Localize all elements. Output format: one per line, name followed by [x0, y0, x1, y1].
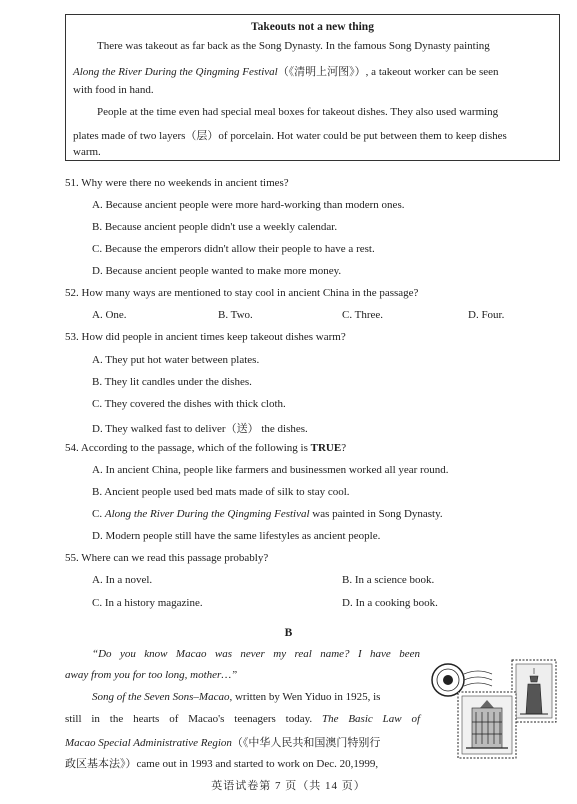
- painting-title: Along the River During the Qingming Festival: [73, 66, 278, 78]
- quote-text: away from you for too long, mother…”: [65, 669, 238, 681]
- option[interactable]: B. Ancient people used bed mats made of silk to stay cool.: [92, 486, 350, 498]
- question-stem: 55. Where can we read this passage probably?: [65, 552, 269, 564]
- option[interactable]: A. In ancient China, people like farmers and businessmen worked all year round.: [92, 464, 449, 476]
- passage-line: [65, 734, 420, 750]
- option[interactable]: B. They lit candles under the dishes.: [92, 376, 252, 388]
- passage-line: with food in hand.: [73, 84, 154, 96]
- passage-line: [73, 63, 499, 79]
- passage-text: （《中华人民共和国澳门特别行: [231, 737, 381, 749]
- option[interactable]: C. Three.: [342, 309, 384, 321]
- quote-line: [92, 648, 420, 660]
- passage-line: People at the time even had special meal boxes for takeout dishes. They also used warming: [97, 106, 499, 118]
- option[interactable]: B. In a science book.: [342, 574, 435, 586]
- page-footer: 英语试卷第 7 页（共 14 页）: [211, 780, 366, 792]
- option[interactable]: C. They covered the dishes with thick cloth.: [92, 398, 286, 410]
- song-title: Song of the Seven Sons–Macao: [92, 691, 230, 703]
- passage-line: [65, 713, 420, 725]
- option[interactable]: B. Because ancient people didn't use a weekly calendar.: [92, 221, 338, 233]
- option[interactable]: D. Because ancient people wanted to make more money.: [92, 265, 342, 277]
- option[interactable]: D. Four.: [468, 309, 505, 321]
- quote-line: [65, 669, 420, 681]
- passage-line: plates made of two layers（层）of porcelain. Hot water could be put between them to keep dishes: [73, 130, 507, 142]
- tower-stamp-icon: [512, 660, 556, 722]
- passage-text: still in the hearts of Macao's teenagers today.: [65, 713, 322, 725]
- question-stem: [65, 442, 346, 454]
- quote-text: “Do you know Macao was never my real name? I have been: [92, 648, 420, 660]
- passage-line: [92, 691, 420, 703]
- option[interactable]: D. In a cooking book.: [342, 597, 438, 609]
- option-text: was painted in Song Dynasty.: [309, 508, 443, 520]
- option[interactable]: A. They put hot water between plates.: [92, 354, 260, 366]
- law-title: Macao Special Administrative Region: [65, 737, 232, 749]
- passage-text: , written by Wen Yiduo in 1925, is: [229, 691, 381, 703]
- passage-line: warm.: [73, 146, 101, 158]
- passage-text: （《清明上河图》）, a takeout worker can be seen: [277, 66, 499, 78]
- passage-line: There was takeout as far back as the Song Dynasty. In the famous Song Dynasty painting: [97, 40, 490, 52]
- option[interactable]: D. They walked fast to deliver（送） the dishes.: [92, 423, 308, 435]
- question-stem: 51. Why were there no weekends in ancient times?: [65, 177, 289, 189]
- postmark-icon: [432, 664, 492, 696]
- option-letter: C.: [92, 508, 105, 520]
- option[interactable]: A. In a novel.: [92, 574, 153, 586]
- passage-line: 政区基本法》）came out in 1993 and started to work on Dec. 20,1999,: [65, 758, 379, 770]
- painting-title: Along the River During the Qingming Festival: [104, 508, 310, 520]
- question-stem: 53. How did people in ancient times keep takeout dishes warm?: [65, 331, 346, 343]
- option[interactable]: A. Because ancient people were more hard-working than modern ones.: [92, 199, 405, 211]
- ruins-stamp-icon: [458, 692, 516, 758]
- stem-emphasis: TRUE: [310, 442, 342, 454]
- option[interactable]: C. In a history magazine.: [92, 597, 203, 609]
- macao-stamps-illustration: [430, 650, 560, 760]
- question-stem: 52. How many ways are mentioned to stay cool in ancient China in the passage?: [65, 287, 419, 299]
- passage-title: Takeouts not a new thing: [251, 21, 374, 33]
- option[interactable]: B. Two.: [218, 309, 253, 321]
- law-title: The Basic Law of: [321, 713, 421, 725]
- option[interactable]: D. Modern people still have the same lifestyles as ancient people.: [92, 530, 381, 542]
- section-label: B: [284, 627, 293, 639]
- option[interactable]: A. One.: [92, 309, 127, 321]
- stem-text: ?: [341, 442, 347, 454]
- stem-text: 54. According to the passage, which of the following is: [65, 442, 311, 454]
- option[interactable]: C. Because the emperors didn't allow their people to have a rest.: [92, 243, 375, 255]
- option[interactable]: [92, 508, 443, 520]
